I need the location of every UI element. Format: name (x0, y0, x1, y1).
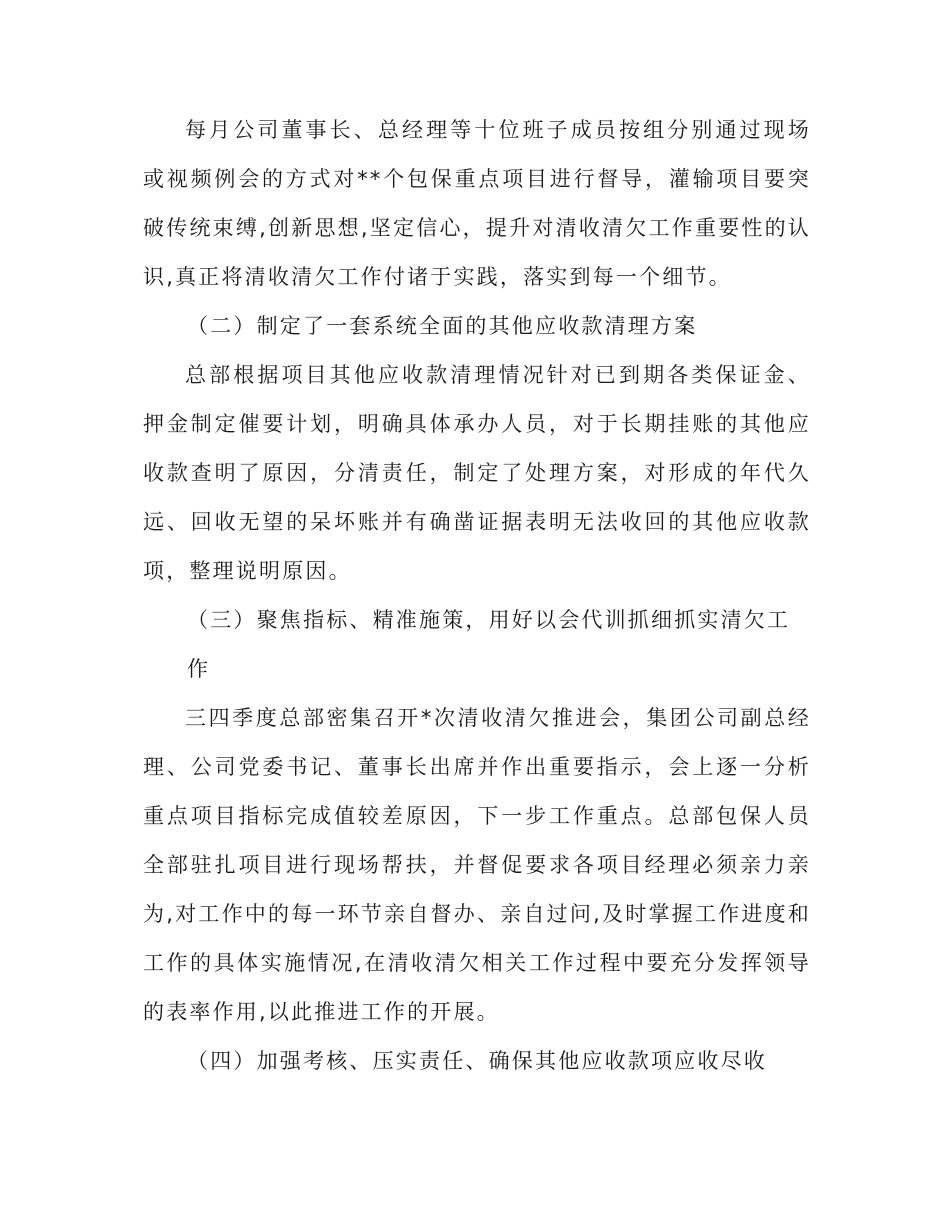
paragraph-supervision: 每月公司董事长、总经理等十位班子成员按组分别通过现场或视频例会的方式对**个包保重点项目进行督导，灌输项目要突破传统束缚,创新思想,坚定信心，提升对清收清欠工作重要性的认识,真正将清收清欠工作付诸于实践，落实到每一个细节。 (143, 118, 811, 289)
section-heading-2: （二）制定了一套系统全面的其他应收款清理方案 (187, 314, 698, 338)
section-heading-4: （四）加强考核、压实责任、确保其他应收款项应收尽收 (187, 1049, 767, 1073)
paragraph-clearance-plan: 总部根据项目其他应收款清理情况针对已到期各类保证金、押金制定催要计划，明确具体承办人员，对于长期挂账的其他应收款查明了原因，分清责任，制定了处理方案，对形成的年代久远、回收无望的呆坏账并有确凿证据表明无法收回的其他应收款项，整理说明原因。 (143, 363, 811, 583)
document-body (143, 106, 811, 1086)
section-heading-3: （三）聚焦指标、精准施策，用好以会代训抓细抓实清欠工作 (187, 608, 791, 681)
paragraph-meetings: 三四季度总部密集召开*次清收清欠推进会，集团公司副总经理、公司党委书记、董事长出席并作出重要指示，会上逐一分析重点项目指标完成值较差原因，下一步工作重点。总部包保人员全部驻扎项目进行现场帮扶，并督促要求各项目经理必须亲力亲为,对工作中的每一环节亲自督办、亲自过问,及时掌握工作进度和工作的具体实施情况,在清收清欠相关工作过程中要充分发挥领导的表率作用,以此推进工作的开展。 (143, 706, 811, 1024)
